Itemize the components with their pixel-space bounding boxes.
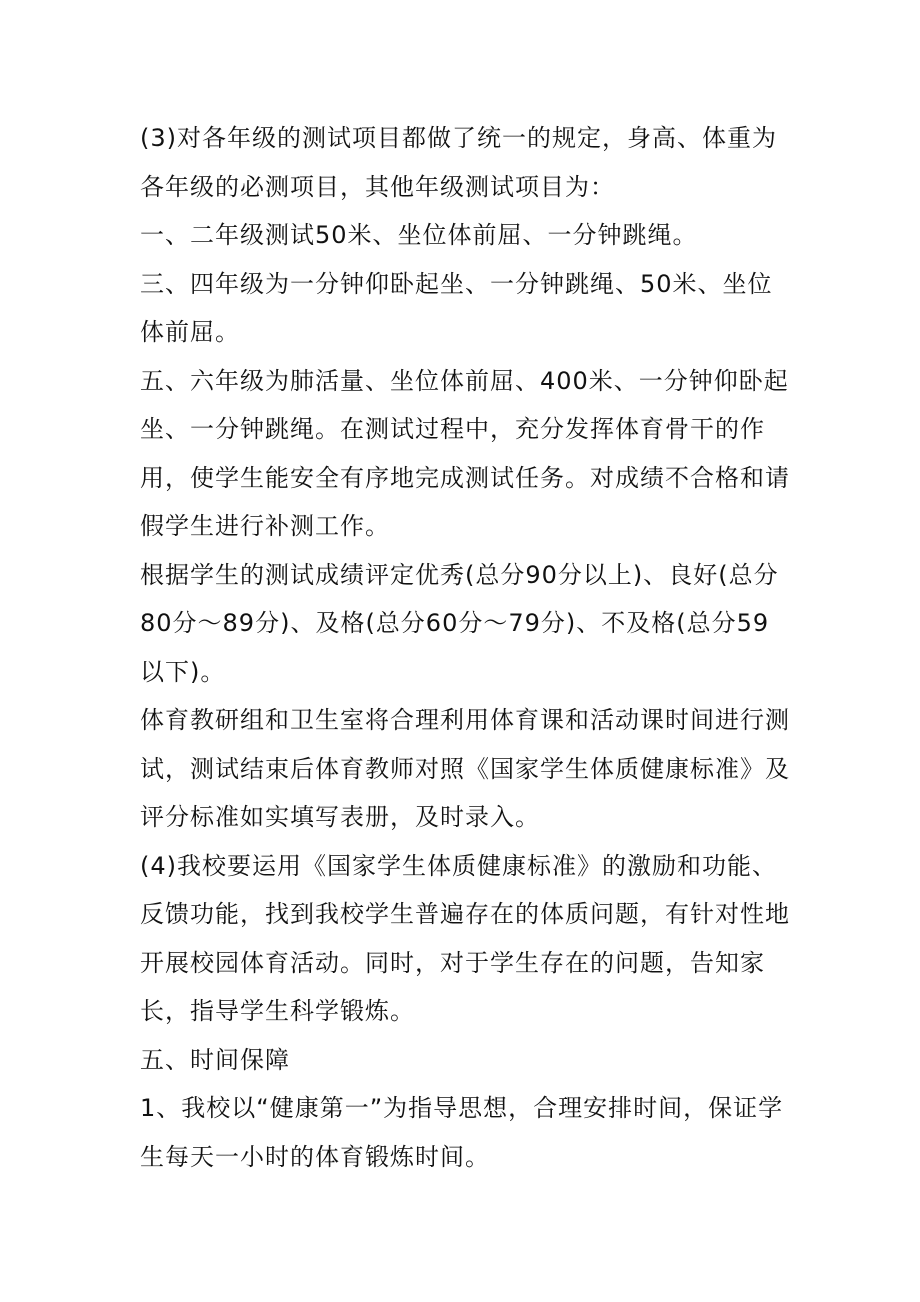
paragraph-test-items-intro: (3)对各年级的测试项目都做了统一的规定，身高、体重为各年级的必测项目，其他年级测试项目为： xyxy=(140,124,777,201)
paragraph-grades-5-6: 五、六年级为肺活量、坐位体前屈、400米、一分钟仰卧起坐、一分钟跳绳。在测试过程中，充分发挥体育骨干的作用，使学生能安全有序地完成测试任务。对成绩不合格和请假学生进行补测工作。 xyxy=(140,366,790,540)
paragraph-grades-1-2: 一、二年级测试50米、坐位体前屈、一分钟跳绳。 xyxy=(140,221,698,249)
document-body xyxy=(140,114,790,1181)
section-heading-time-guarantee: 五、时间保障 xyxy=(140,1045,290,1074)
paragraph-grades-3-4: 三、四年级为一分钟仰卧起坐、一分钟跳绳、50米、坐位体前屈。 xyxy=(140,269,773,346)
paragraph-testing-arrangement: 体育教研组和卫生室将合理利用体育课和活动课时间进行测试，测试结束后体育教师对照《国家学生体质健康标准》及评分标准如实填写表册，及时录入。 xyxy=(140,706,790,831)
paragraph-score-ratings: 根据学生的测试成绩评定优秀(总分90分以上)、良好(总分80分～89分)、及格(总分60分～79分)、不及格(总分59以下)。 xyxy=(140,560,779,686)
paragraph-feedback: (4)我校要运用《国家学生体质健康标准》的激励和功能、反馈功能，找到我校学生普遍存在的体质问题，有针对性地开展校园体育活动。同时，对于学生存在的问题，告知家长，指导学生科学锻炼。 xyxy=(140,851,790,1025)
paragraph-daily-exercise: 1、我校以“健康第一”为指导思想，合理安排时间，保证学生每天一小时的体育锻炼时间。 xyxy=(140,1094,784,1171)
